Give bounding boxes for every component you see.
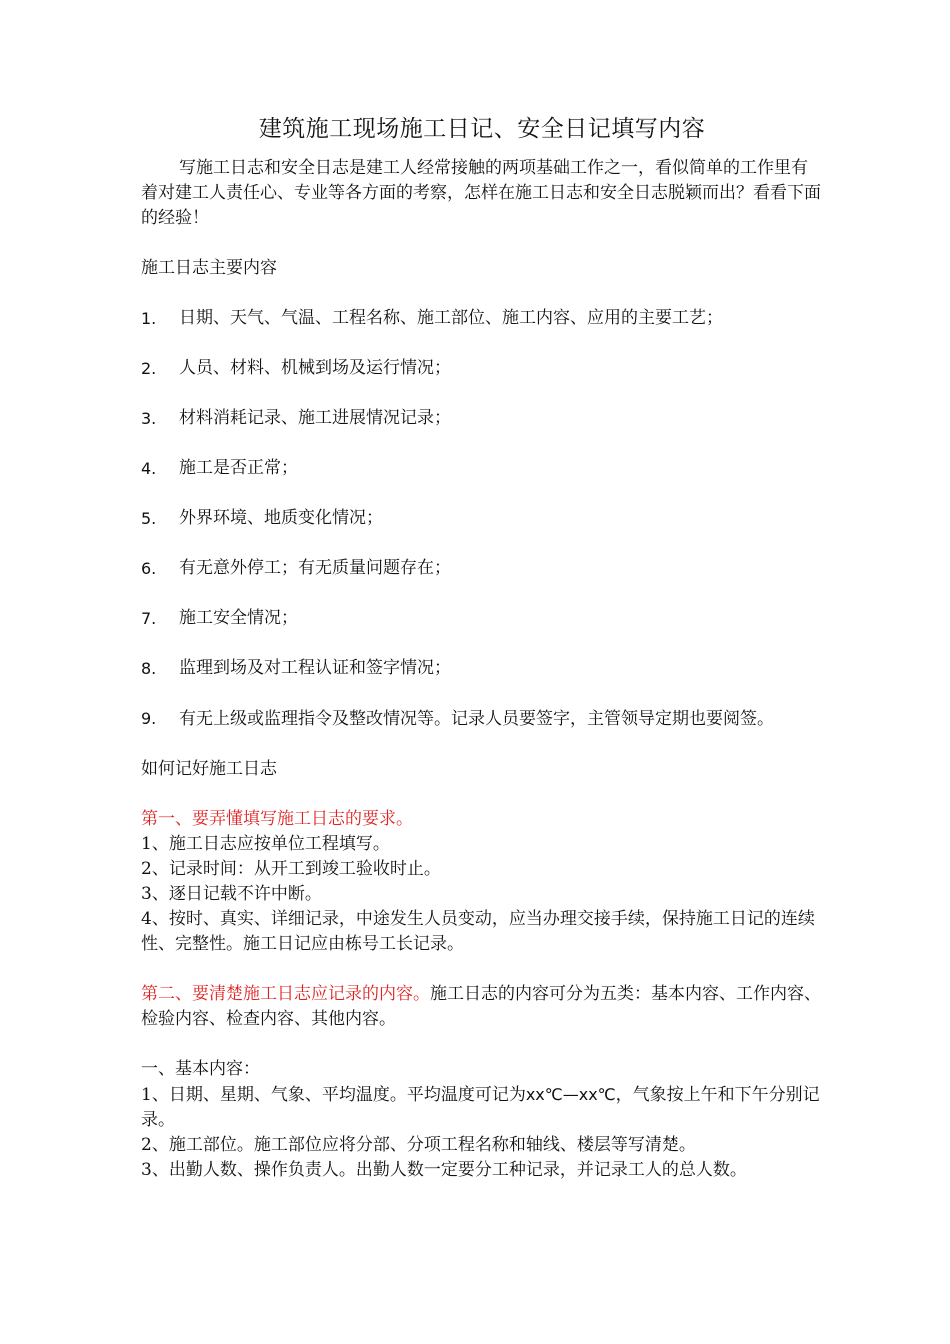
- list-item-text: 有无意外停工；有无质量问题存在；: [179, 558, 451, 578]
- section-heading-how-to: 如何记好施工日志: [141, 759, 277, 779]
- list-item: [141, 706, 823, 732]
- part-two-text: 施工日志的内容可分为五类：基本内容、工作内容、检验内容、检查内容、其他内容。: [141, 984, 821, 1029]
- intro-paragraph: 写施工日志和安全日志是建工人经常接触的两项基础工作之一，看似简单的工作里有着对建工人责任心、专业等各方面的考察，怎样在施工日志和安全日志脱颖而出？看看下面的经验！: [141, 158, 821, 228]
- basic-item-text: ，气象按上午和下午分别记录。: [141, 1085, 820, 1130]
- requirement-item: 3、逐日记载不许中断。: [141, 884, 322, 904]
- part-two-paragraph: [141, 982, 823, 1032]
- list-item-text: 外界环境、地质变化情况；: [179, 508, 383, 528]
- list-item: [141, 556, 823, 581]
- list-item-number: 7.: [141, 609, 157, 628]
- list-item: [141, 606, 823, 631]
- list-item-text: 材料消耗记录、施工进展情况记录；: [179, 408, 451, 428]
- list-item: [141, 656, 823, 681]
- list-item-number: 3.: [141, 409, 157, 428]
- list-item: [141, 356, 823, 381]
- requirement-item: 1、施工日志应按单位工程填写。: [141, 834, 390, 854]
- section-heading-main-content: 施工日志主要内容: [141, 258, 277, 278]
- list-item-text: 有无上级或监理指令及整改情况等。记录人员要签字，主管领导定期也要阅签。: [179, 709, 774, 729]
- list-item-number: 2.: [141, 359, 157, 378]
- list-item-text: 日期、天气、气温、工程名称、施工部位、施工内容、应用的主要工艺；: [179, 308, 723, 328]
- list-item-number: 6.: [141, 559, 157, 578]
- requirement-item: 4、按时、真实、详细记录，中途发生人员变动，应当办理交接手续，保持施工日记的连续性、完整性。施工日记应由栋号工长记录。: [141, 909, 815, 954]
- list-item: [141, 306, 823, 331]
- basic-item-text: 1、日期、星期、气象、平均温度。平均温度可记为: [141, 1085, 526, 1105]
- list-item: [141, 506, 823, 531]
- list-item-number: 8.: [141, 659, 157, 678]
- document-title: 建筑施工现场施工日记、安全日记填写内容: [258, 116, 706, 142]
- list-item-number: 5.: [141, 509, 157, 528]
- basic-item: [141, 1082, 823, 1133]
- list-item-number: 4.: [141, 459, 157, 478]
- list-item-text: 监理到场及对工程认证和签字情况；: [179, 658, 451, 678]
- temperature-format: xx℃—xx℃: [525, 1085, 616, 1104]
- basic-item: 2、施工部位。施工部位应将分部、分项工程名称和轴线、楼层等写清楚。: [141, 1135, 696, 1155]
- list-item: [141, 406, 823, 431]
- list-item-text: 施工安全情况；: [179, 608, 298, 628]
- document-page: [141, 112, 823, 1183]
- part-two-heading: 第二、要清楚施工日志应记录的内容。: [141, 984, 430, 1004]
- list-item-number: 1.: [141, 309, 157, 328]
- list-item-number: 9.: [141, 709, 157, 728]
- basic-item: 3、出勤人数、操作负责人。出勤人数一定要分工种记录，并记录工人的总人数。: [141, 1160, 747, 1180]
- basic-content-heading: 一、基本内容：: [141, 1059, 260, 1079]
- list-item-text: 人员、材料、机械到场及运行情况；: [179, 358, 451, 378]
- list-item-text: 施工是否正常；: [179, 458, 298, 478]
- requirement-item: 2、记录时间：从开工到竣工验收时止。: [141, 859, 441, 879]
- numbered-list: [141, 306, 823, 732]
- part-one-heading: 第一、要弄懂填写施工日志的要求。: [141, 809, 413, 829]
- list-item: [141, 456, 823, 481]
